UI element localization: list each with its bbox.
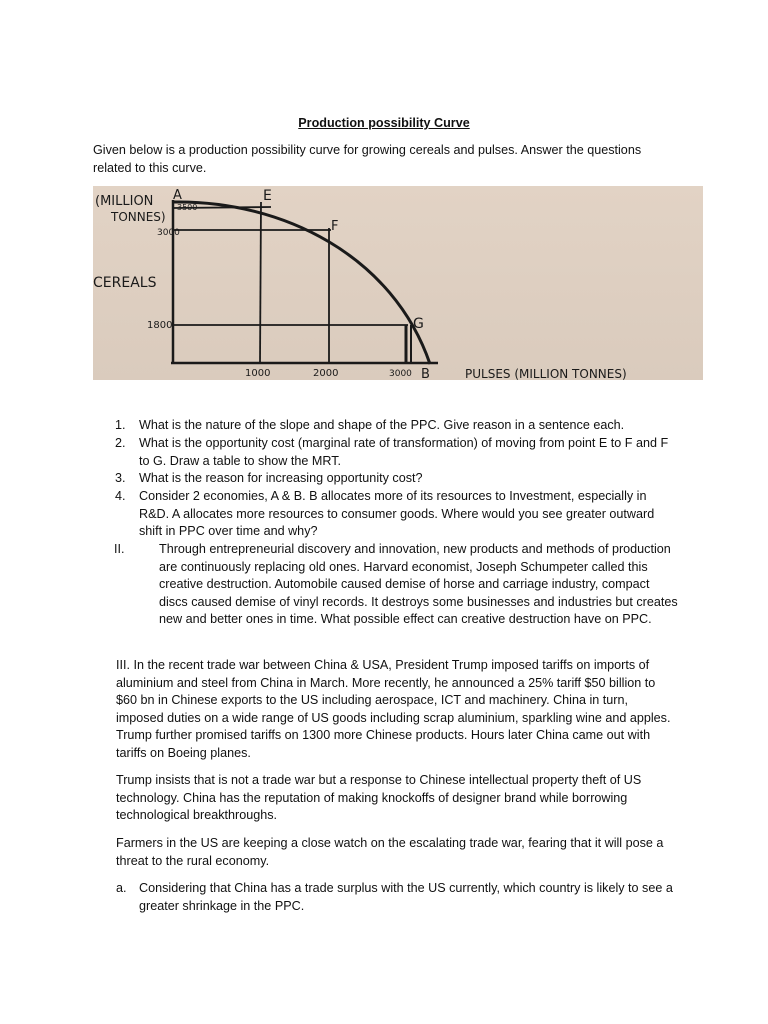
question-number: 4. [115,489,126,503]
y-tick-1800: 1800 [147,320,173,331]
point-A: A [173,188,182,203]
x-tick-1000: 1000 [245,368,271,379]
question-text: What is the opportunity cost (marginal rate of transformation) of moving from point E to F and F to G. Draw a table to show the MRT. [139,436,669,468]
y-tick-3000: 3000 [157,228,180,238]
y-label-line1: (MILLION [95,194,154,209]
ppc-figure [93,186,703,380]
point-B: B [421,367,430,380]
question-a-text: Considering that China has a trade surplus with the US currently, which country is likely to see a greater shrinkage in the PPC. [139,881,673,913]
point-E: E [263,188,272,204]
question-number: 1. [115,418,126,432]
question-a-number: a. [116,881,127,895]
section-iii-paragraph-1: III. In the recent trade war between China & USA, President Trump imposed tariffs on imports of aluminium and steel from China in March. More recently, he announced a 25% tariff $50 billion to $60 bn in Chinese exports to the US including aerospace, ICT and machinery. China in turn, imposed duties on a wide range of US goods including scrap aluminium, sparkling wine and apples. Trump further promised tariffs on 1300 more Chinese products. Hours later China came out with tariffs on Boeing planes. [116,658,671,760]
question-text: What is the nature of the slope and shape of the PPC. Give reason in a sentence each. [139,418,625,432]
point-F: F [331,219,339,234]
ppc-curve [173,202,430,364]
section-ii-number: II. [114,542,125,556]
question-text: What is the reason for increasing opportunity cost? [139,471,423,485]
section-iii-paragraph-3: Farmers in the US are keeping a close watch on the escalating trade war, fearing that it will pose a threat to the rural economy. [116,836,664,868]
ppc-figure-photo [93,186,703,380]
vline-1000 [260,202,261,363]
section-ii-text: Through entrepreneurial discovery and innovation, new products and methods of production are continuously replacing old ones. Harvard economist, Joseph Schumpeter called this creative destruction. Automobile caused demise of horse and carriage industry, compact discs caused demise of vinyl records. It destroys some businesses and industries but creates new and better ones in time. What possible effect can creative destruction have on PPC. [159,542,678,627]
intro-paragraph: Given below is a production possibility curve for growing cereals and pulses. Answer the questions related to this curve. [93,143,642,175]
question-number: 3. [115,471,126,485]
document-title: Production possibility Curve [298,116,470,130]
y-axis-name: CEREALS [93,275,157,291]
question-number: 2. [115,436,126,450]
x-tick-2000: 2000 [313,368,339,379]
x-axis-label: PULSES (MILLION TONNES) [465,367,627,380]
y-tick-3500: 3500 [177,203,198,212]
y-label-line2: TONNES) [111,210,166,224]
x-tick-3000: 3000 [389,369,412,379]
section-iii-paragraph-2: Trump insists that is not a trade war but a response to Chinese intellectual property theft of US technology. China has the reputation of making knockoffs of designer brand while borrowing technological breakthroughs. [116,773,642,823]
question-text: Consider 2 economies, A & B. B allocates more of its resources to Investment, especially in R&D. A allocates more resources to consumer goods. Where would you see greater outward shift in PPC over time and why? [139,489,655,539]
point-G: G [413,316,424,332]
